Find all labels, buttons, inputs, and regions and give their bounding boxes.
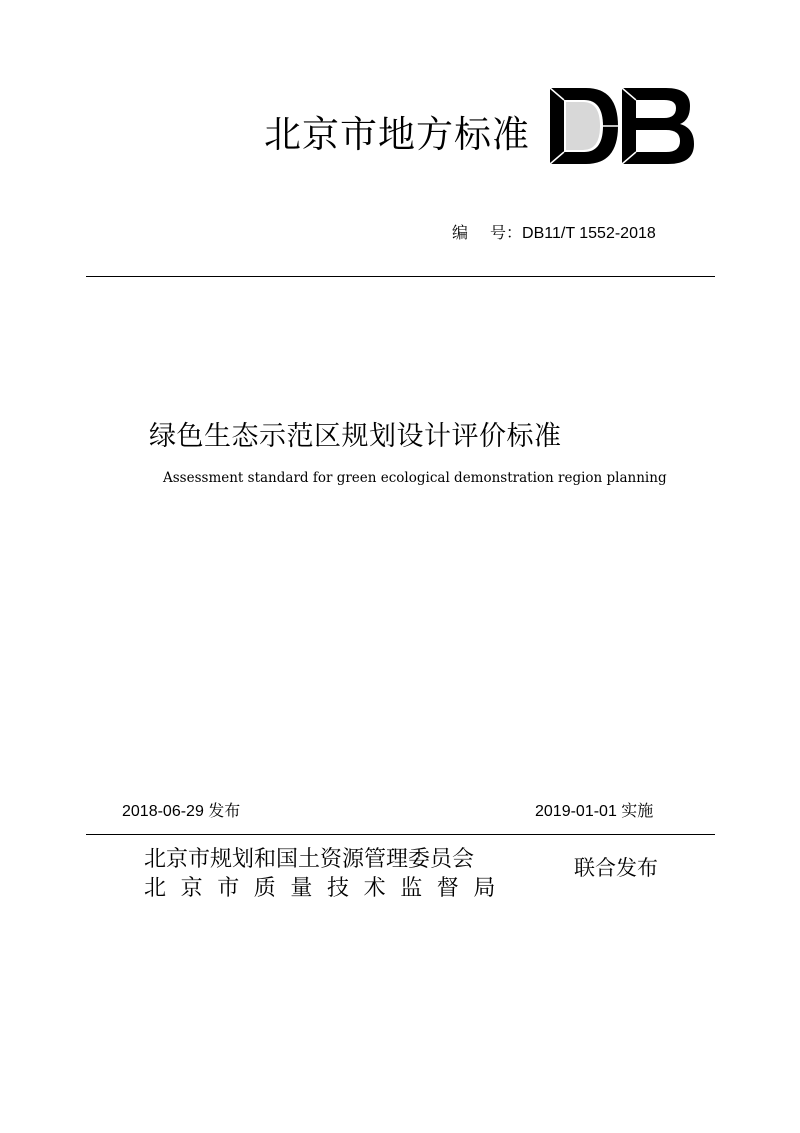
standard-number (452, 226, 656, 242)
document-title: 绿色生态示范区规划设计评价标准 (149, 421, 562, 452)
standard-number-label-1: 编 (452, 225, 469, 242)
standard-number-value: DB11/T 1552-2018 (522, 225, 656, 242)
issuer-org-2: 北京市质量技术监督局 (144, 876, 511, 901)
publish-date: 2018-06-29 发布 (122, 803, 241, 820)
joint-release-label: 联合发布 (574, 856, 658, 880)
top-divider (86, 276, 715, 277)
db-logo (548, 86, 696, 166)
db-logo-b (622, 88, 694, 164)
db-logo-d (550, 88, 618, 164)
document-subtitle: Assessment standard for green ecological demonstration region planning (163, 470, 667, 486)
issuer-org-1: 北京市规划和国土资源管理委员会 (144, 847, 475, 872)
bottom-divider (86, 834, 715, 835)
effective-date: 2019-01-01 实施 (535, 803, 654, 820)
header-title: 北京市地方标准 (264, 113, 530, 156)
standard-number-label-2: 号： (490, 225, 523, 242)
